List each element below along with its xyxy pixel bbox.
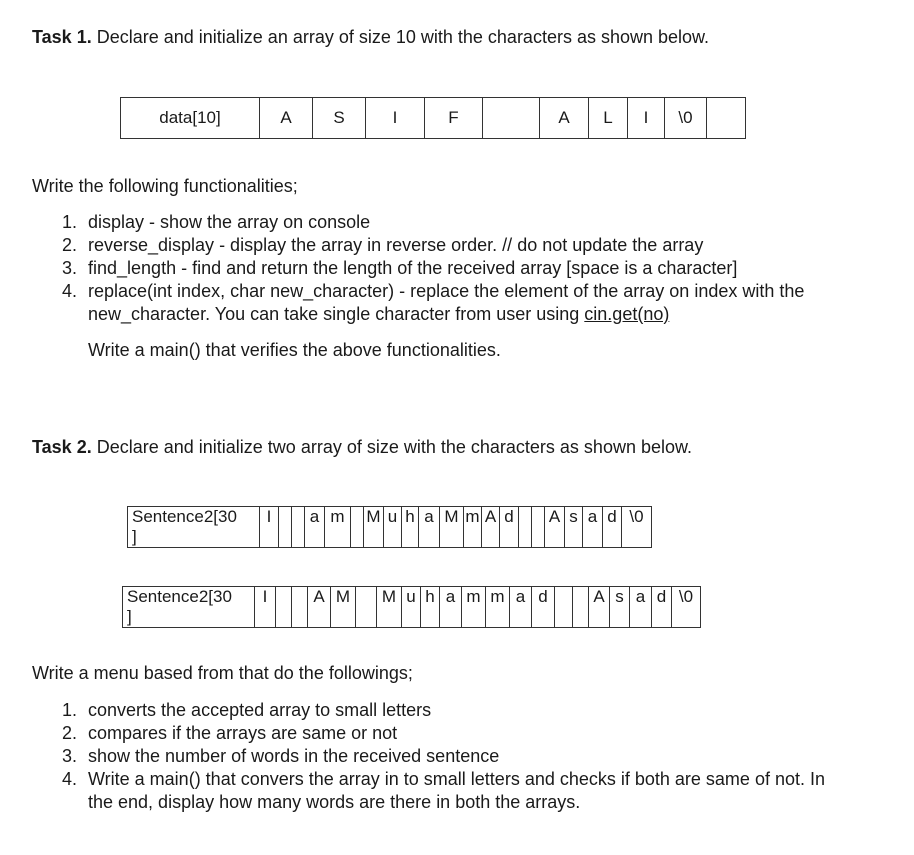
list-text: compares if the arrays are same or not <box>88 723 398 743</box>
task2-heading <box>32 437 692 458</box>
sentence-label-line2: ] <box>132 527 137 546</box>
array-cell: A <box>540 98 589 139</box>
sentence-cell: d <box>532 587 555 628</box>
task1-array-label: data[10] <box>121 98 260 139</box>
sentence-cell <box>573 587 589 628</box>
sentence-cell: M <box>377 587 402 628</box>
sentence-label-line2: ] <box>127 607 132 626</box>
sentence-cell: h <box>402 507 419 548</box>
array-cell: F <box>425 98 483 139</box>
sentence-cell <box>532 507 545 548</box>
sentence-cell: \0 <box>672 587 701 628</box>
list-text: display - show the array on console <box>88 212 371 232</box>
list-text-continued: the end, display how many words are there in both the arrays. <box>88 792 581 812</box>
list-text: converts the accepted array to small letters <box>88 700 432 720</box>
list-number: 2. <box>62 723 78 743</box>
sentence-cell: M <box>331 587 356 628</box>
sentence-cell <box>279 507 292 548</box>
sentence-cell: A <box>589 587 610 628</box>
array-cell <box>483 98 540 139</box>
list-number: 1. <box>62 212 78 232</box>
cin-get-link[interactable]: cin.get(no) <box>584 304 670 324</box>
list-text-continued: new_character. You can take single character from user using <box>88 304 585 324</box>
sentence-cell: u <box>402 587 421 628</box>
task2-heading-label: Task 2. <box>32 437 92 457</box>
sentence-cell: u <box>384 507 402 548</box>
list-number: 3. <box>62 746 78 766</box>
sentence-cell: d <box>603 507 622 548</box>
list-text: replace(int index, char new_character) - replace the element of the array on index with the <box>88 281 805 301</box>
sentence-label <box>123 587 255 628</box>
task1-heading-label: Task 1. <box>32 27 92 47</box>
task1-array-table <box>120 97 746 139</box>
sentence-cell: a <box>305 507 325 548</box>
sentence-cell: M <box>440 507 464 548</box>
sentence-label-line1: Sentence2[30 <box>132 507 237 526</box>
sentence-cell <box>292 507 305 548</box>
sentence-cell: a <box>440 587 462 628</box>
task2-intro: Write a menu based from that do the followings; <box>32 663 413 683</box>
sentence-cell: a <box>419 507 440 548</box>
sentence-cell: A <box>308 587 331 628</box>
list-item <box>52 257 872 280</box>
task1-intro: Write the following functionalities; <box>32 176 298 196</box>
array-cell: A <box>260 98 313 139</box>
list-item <box>52 722 892 745</box>
sentence-cell: m <box>462 587 486 628</box>
sentence-cell: a <box>630 587 652 628</box>
sentence-cell: \0 <box>622 507 652 548</box>
list-item <box>52 280 872 326</box>
sentence-cell <box>519 507 532 548</box>
task2-heading-text: Declare and initialize two array of size with the characters as shown below. <box>91 437 693 457</box>
list-item <box>52 211 872 234</box>
sentence-cell <box>292 587 308 628</box>
array-cell: \0 <box>665 98 707 139</box>
sentence-cell: m <box>486 587 510 628</box>
sentence-cell: a <box>510 587 532 628</box>
task1-list <box>52 211 872 326</box>
sentence-cell: m <box>464 507 482 548</box>
sentence-cell: M <box>364 507 384 548</box>
sentence-cell: A <box>482 507 500 548</box>
list-text: reverse_display - display the array in reverse order. // do not update the array <box>88 235 704 255</box>
sentence-cell: m <box>325 507 351 548</box>
sentence-label <box>128 507 260 548</box>
task2-list <box>52 699 892 814</box>
task1-heading-text: Declare and initialize an array of size 10 with the characters as shown below. <box>91 27 710 47</box>
list-item <box>52 699 892 722</box>
list-item <box>52 234 872 257</box>
sentence-cell: a <box>583 507 603 548</box>
list-number: 2. <box>62 235 78 255</box>
sentence-table-2 <box>122 586 701 628</box>
list-text: find_length - find and return the length of the received array [space is a character] <box>88 258 738 278</box>
sentence-cell: A <box>545 507 565 548</box>
task1-heading <box>32 27 709 48</box>
sentence-cell <box>555 587 573 628</box>
list-number: 1. <box>62 700 78 720</box>
task1-main-note: Write a main() that verifies the above functionalities. <box>88 340 501 360</box>
array-cell: I <box>366 98 425 139</box>
sentence-cell: h <box>421 587 440 628</box>
sentence-label-line1: Sentence2[30 <box>127 587 232 606</box>
list-item <box>52 745 892 768</box>
list-number: 3. <box>62 258 78 278</box>
sentence-cell <box>276 587 292 628</box>
sentence-cell: s <box>565 507 583 548</box>
sentence-cell: d <box>500 507 519 548</box>
array-cell <box>707 98 746 139</box>
list-number: 4. <box>62 281 78 301</box>
sentence-cell: I <box>260 507 279 548</box>
list-text: Write a main() that convers the array in to small letters and checks if both are same of not. In <box>88 769 825 789</box>
sentence-cell: d <box>652 587 672 628</box>
array-cell: L <box>589 98 628 139</box>
sentence-cell <box>351 507 364 548</box>
sentence-cell: I <box>255 587 276 628</box>
array-cell: S <box>313 98 366 139</box>
list-text: show the number of words in the received sentence <box>88 746 500 766</box>
sentence-cell: s <box>610 587 630 628</box>
sentence-cell <box>356 587 377 628</box>
list-number: 4. <box>62 769 78 789</box>
list-item <box>52 768 892 814</box>
array-cell: I <box>628 98 665 139</box>
sentence-table-1 <box>127 506 652 548</box>
